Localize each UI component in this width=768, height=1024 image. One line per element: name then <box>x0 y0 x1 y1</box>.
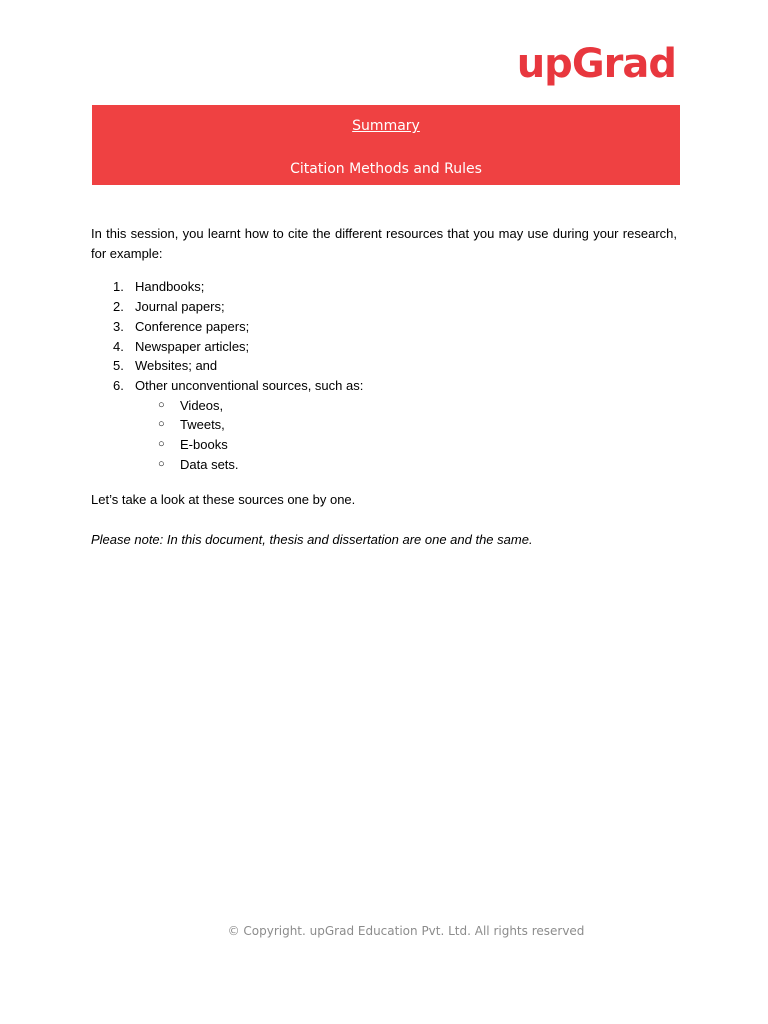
list-item <box>91 337 677 357</box>
list-item <box>91 376 677 396</box>
list-item-label: Journal papers; <box>135 299 225 315</box>
list-item-label: Websites; and <box>135 358 218 374</box>
sub-list-item-label: Tweets, <box>180 417 225 433</box>
circle-bullet-icon: ○ <box>158 398 165 411</box>
circle-bullet-icon: ○ <box>158 438 165 451</box>
list-number: 3. <box>113 318 124 334</box>
banner-summary-label: Summary <box>352 118 420 134</box>
resource-list <box>91 277 677 395</box>
sub-list-item <box>91 415 677 435</box>
circle-bullet-icon: ○ <box>158 418 165 431</box>
list-item <box>91 356 677 376</box>
list-item <box>91 317 677 337</box>
list-item-label: Handbooks; <box>135 279 205 295</box>
sub-list-item <box>91 435 677 455</box>
list-number: 2. <box>113 299 124 315</box>
sub-list-item <box>91 396 677 416</box>
sub-list-item-label: Videos, <box>180 397 224 413</box>
copyright-footer: © Copyright. upGrad Education Pvt. Ltd. All rights reserved <box>227 924 585 938</box>
list-item-label: Conference papers; <box>135 318 250 334</box>
intro-paragraph: In this session, you learnt how to cite the different resources that you may use during your research, for example: <box>91 226 677 261</box>
banner-title: Citation Methods and Rules <box>290 161 482 177</box>
list-number: 6. <box>113 377 124 393</box>
circle-bullet-icon: ○ <box>158 457 165 470</box>
list-item <box>91 277 677 297</box>
list-number: 1. <box>113 279 124 295</box>
list-item-label: Other unconventional sources, such as: <box>135 377 364 393</box>
list-number: 4. <box>113 338 124 354</box>
sub-list-item <box>91 455 677 475</box>
document-body <box>91 224 677 550</box>
sub-list-item-label: E-books <box>180 437 228 453</box>
unconventional-sources-list <box>91 396 677 475</box>
list-item <box>91 297 677 317</box>
note-paragraph: Please note: In this document, thesis and dissertation are one and the same. <box>91 532 533 548</box>
summary-banner <box>92 105 680 185</box>
outro-paragraph: Let’s take a look at these sources one by one. <box>91 492 356 508</box>
list-number: 5. <box>113 358 124 374</box>
sub-list-item-label: Data sets. <box>180 456 239 472</box>
list-item-label: Newspaper articles; <box>135 338 250 354</box>
upgrad-logo: upGrad <box>516 41 676 87</box>
